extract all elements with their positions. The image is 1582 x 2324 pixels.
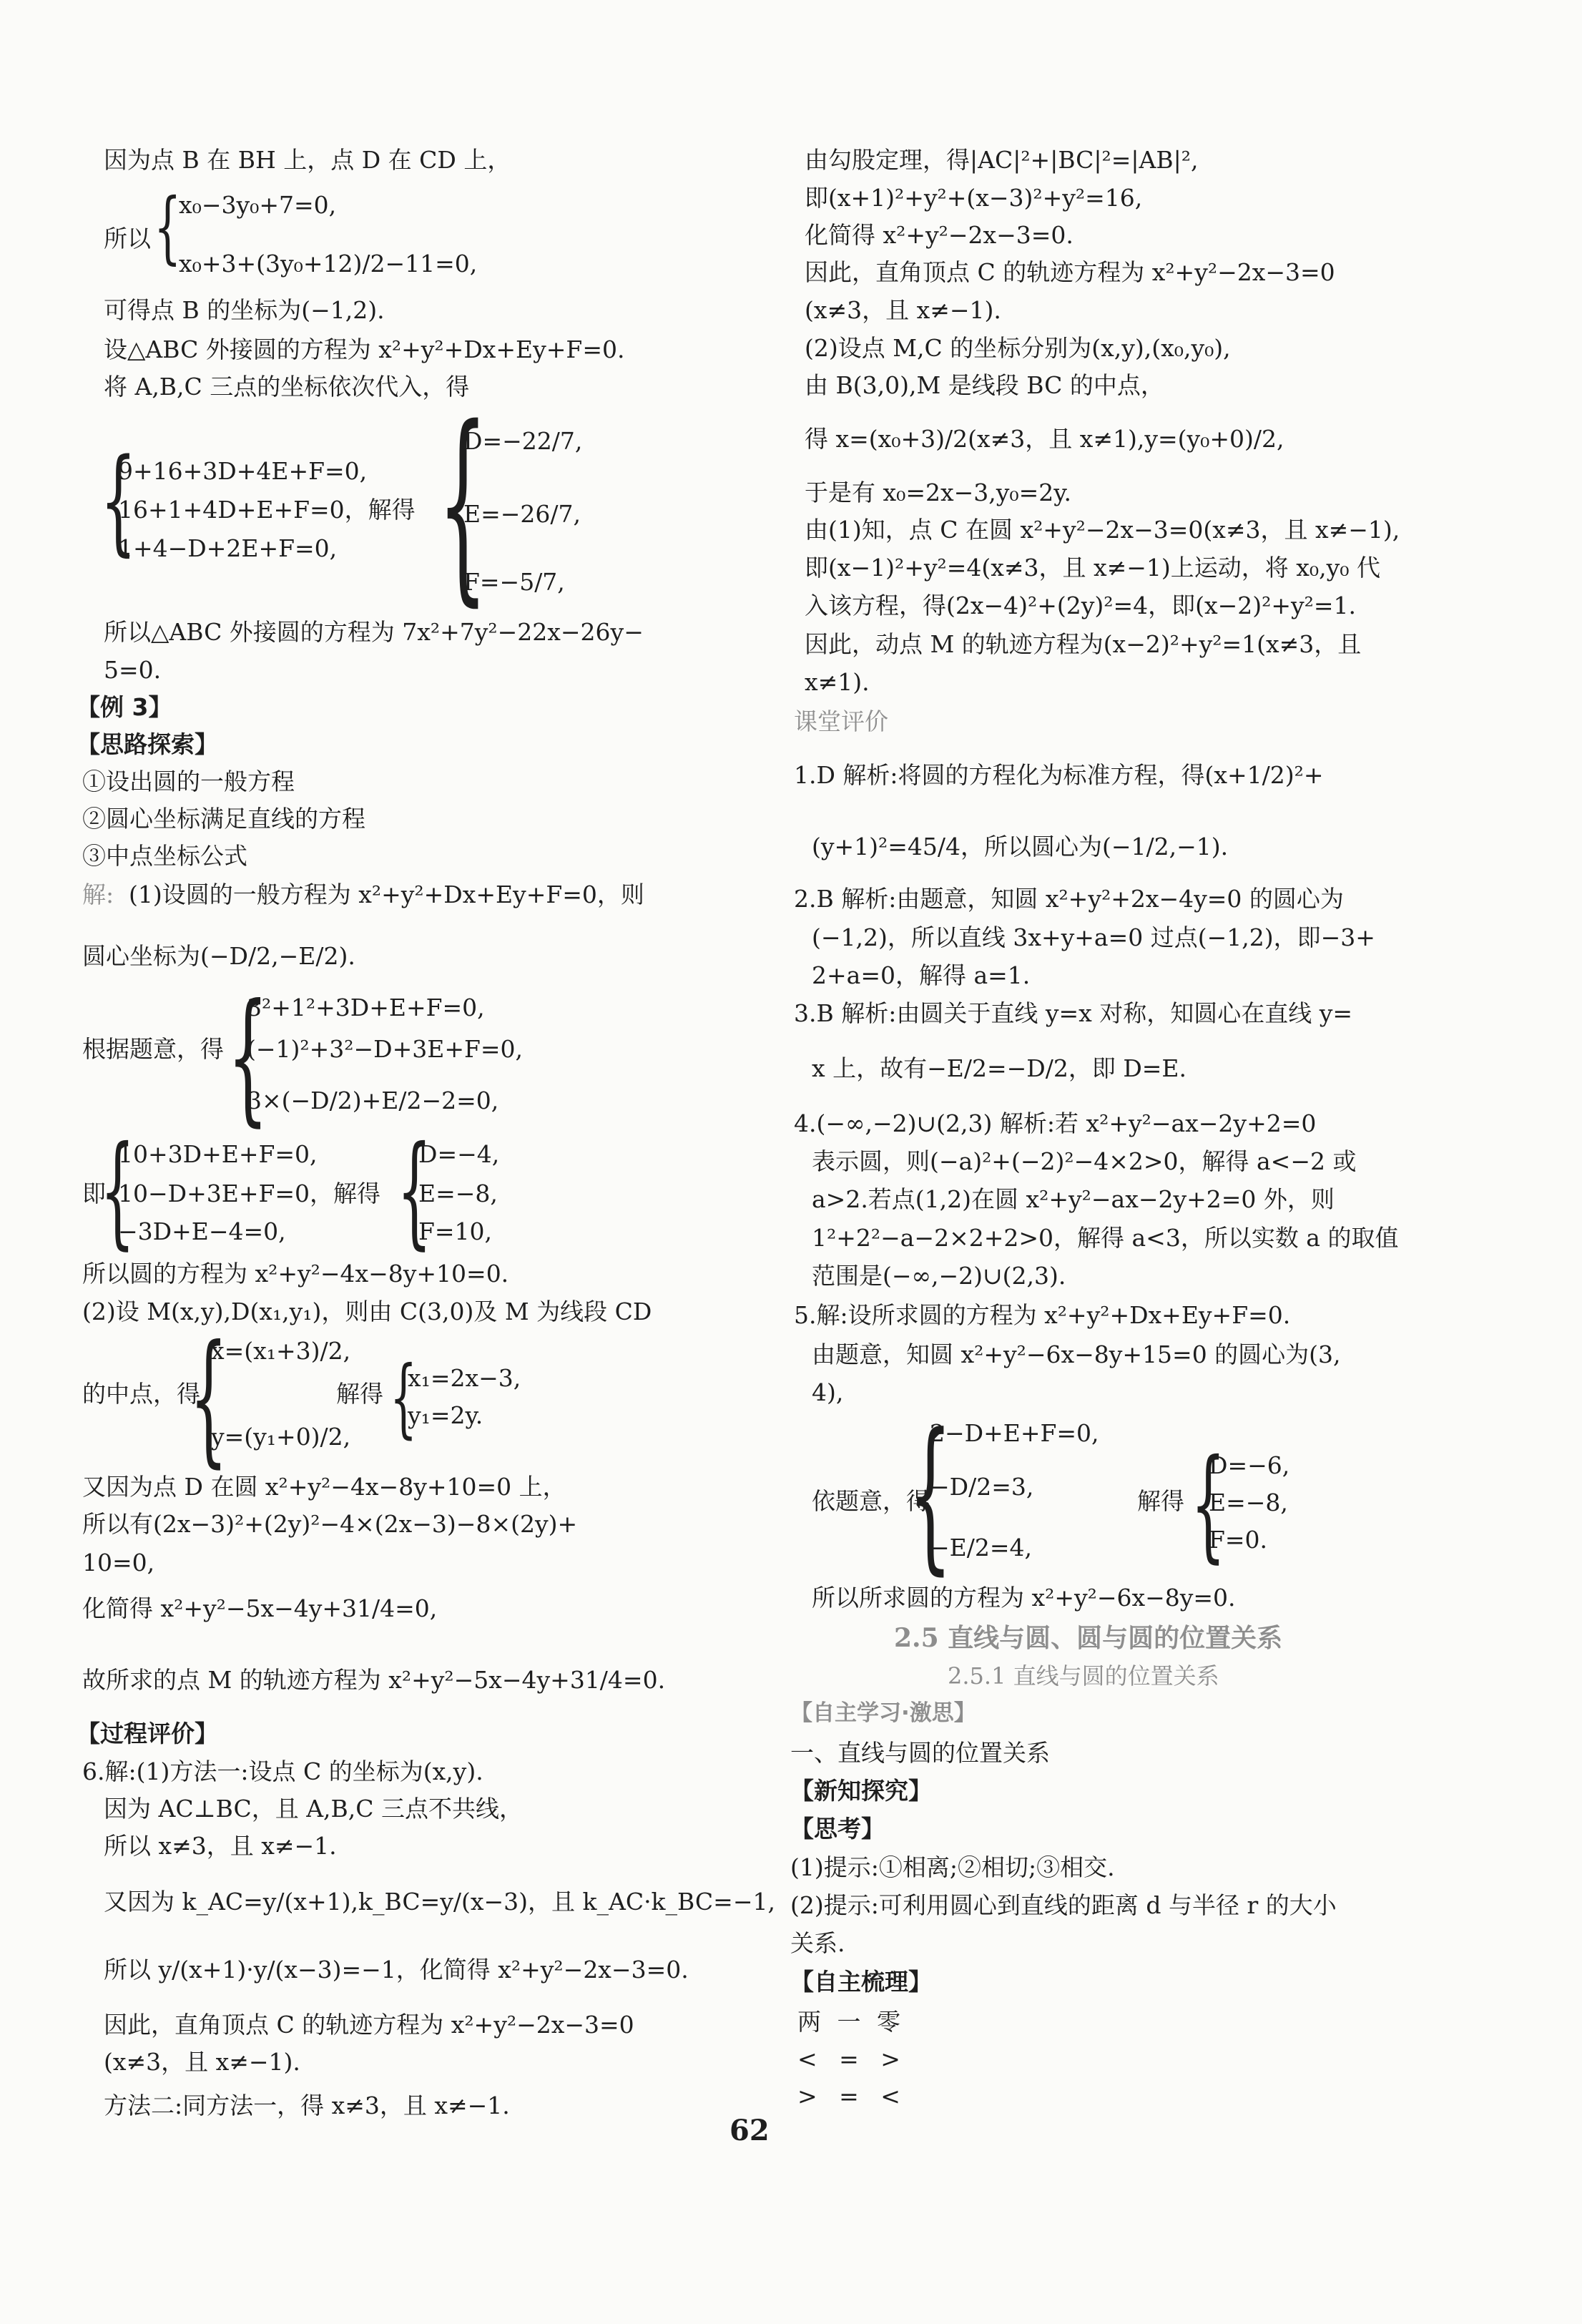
subsection-title: 2.5.1 直线与圆的位置关系 [948, 1662, 1219, 1690]
text-line: x 上，故有−E/2=−D/2，即 D=E. [812, 1054, 1187, 1082]
equation: E=−8, [418, 1180, 498, 1207]
brace: { [390, 1348, 418, 1448]
text-line: (2)提示:可利用圆心到直线的距离 d 与半径 r 的大小 [790, 1891, 1337, 1919]
equation: −D/2=3, [930, 1473, 1034, 1501]
text-line: 3.B 解析:由圆关于直线 y=x 对称，知圆心在直线 y= [794, 999, 1353, 1027]
answer-row: 两 一 零 [797, 2008, 905, 2036]
text-line: 因为点 B 在 BH 上，点 D 在 CD 上， [104, 146, 511, 174]
text-line: 5.解:设所求圆的方程为 x²+y²+Dx+Ey+F=0. [794, 1301, 1291, 1329]
text-label: 依题意，得 [812, 1487, 930, 1515]
text-line: 所以 y/(x+1)·y/(x−3)=−1，化简得 x²+y²−2x−3=0. [104, 1956, 689, 1984]
equation: 3²+1²+3D+E+F=0, [247, 994, 485, 1021]
text-line: 范围是(−∞,−2)∪(2,3). [812, 1262, 1066, 1290]
text-line: 一、直线与圆的位置关系 [790, 1739, 1050, 1767]
text-line: 圆心坐标为(−D/2,−E/2). [82, 942, 355, 970]
equation: D=−4, [418, 1140, 500, 1168]
equation: 9+16+3D+4E+F=0, [118, 457, 368, 485]
text-line: (x≠3，且 x≠−1). [104, 2048, 300, 2076]
equation: 2−D+E+F=0, [930, 1419, 1099, 1447]
section-heading: 【例 3】 [77, 693, 172, 721]
equation: x₁=2x−3, [408, 1364, 521, 1392]
equation: x₀+3+(3y₀+12)/2−11=0, [179, 250, 478, 278]
text-line: ①设出圆的一般方程 [82, 768, 295, 795]
equation: E=−8, [1209, 1489, 1288, 1516]
text-line: (2)设点 M,C 的坐标分别为(x,y),(x₀,y₀), [805, 334, 1231, 362]
equation: D=−22/7, [463, 427, 583, 455]
equation: E=−26/7, [463, 500, 581, 528]
text-line: 1²+2²−a−2×2+2>0，解得 a<3，所以实数 a 的取值 [812, 1224, 1399, 1252]
brace: { [397, 1120, 432, 1262]
text-line: 方法二:同方法一，得 x≠3，且 x≠−1. [104, 2092, 510, 2119]
brace: { [190, 1315, 228, 1481]
brace: { [908, 1399, 953, 1590]
text-line: (−1,2)，所以直线 3x+y+a=0 过点(−1,2)，即−3+ [812, 923, 1375, 951]
text-line: 设△ABC 外接圆的方程为 x²+y²+Dx+Ey+F=0. [104, 335, 625, 363]
text-line: a>2.若点(1,2)在圆 x²+y²−ax−2y+2=0 外，则 [812, 1185, 1335, 1213]
text-line: 所以△ABC 外接圆的方程为 7x²+7y²−22x−26y− [104, 618, 644, 646]
equation: 10−D+3E+F=0，解得 [118, 1180, 381, 1207]
equation: y=(y₁+0)/2, [211, 1423, 351, 1451]
text-line: (1)提示:①相离;②相切;③相交. [790, 1853, 1115, 1881]
text-line: 由(1)知，点 C 在圆 x²+y²−2x−3=0(x≠3，且 x≠−1), [805, 516, 1400, 544]
section-heading: 【自主学习·激思】 [790, 1700, 976, 1726]
text-line: 2+a=0，解得 a=1. [812, 961, 1031, 989]
text-line: 由勾股定理，得|AC|²+|BC|²=|AB|², [805, 146, 1199, 174]
text-line: 将 A,B,C 三点的坐标依次代入，得 [104, 373, 470, 401]
equation: 1+4−D+2E+F=0, [118, 534, 338, 562]
equation: (−1)²+3²−D+3E+F=0, [247, 1035, 524, 1063]
brace: { [100, 433, 137, 567]
text-line: 因此，动点 M 的轨迹方程为(x−2)²+y²=1(x≠3，且 [805, 630, 1362, 658]
equation: 10+3D+E+F=0, [118, 1140, 318, 1168]
section-heading: 【过程评价】 [77, 1720, 218, 1747]
text-label: 解得 [336, 1380, 383, 1408]
equation: x₀−3y₀+7=0, [179, 191, 337, 219]
equation: F=−5/7, [463, 568, 565, 596]
text-line: (1)设圆的一般方程为 x²+y²+Dx+Ey+F=0，则 [129, 881, 644, 908]
equation: F=10, [418, 1217, 493, 1245]
equation: y₁=2y. [408, 1401, 483, 1429]
text-line: 因此，直角顶点 C 的轨迹方程为 x²+y²−2x−3=0 [104, 2011, 634, 2039]
text-line: 又因为 k_AC=y/(x+1),k_BC=y/(x−3)，且 k_AC·k_BC=−1, [104, 1888, 775, 1916]
answer-label: 解: [82, 881, 114, 908]
text-line: 10=0, [82, 1549, 155, 1577]
text-line: 表示圆，则(−a)²+(−2)²−4×2>0，解得 a<−2 或 [812, 1147, 1357, 1175]
text-label: 的中点，得 [82, 1380, 200, 1408]
text-line: ③中点坐标公式 [82, 842, 247, 870]
text-line: 入该方程，得(2x−4)²+(2y)²=4，即(x−2)²+y²=1. [805, 592, 1357, 619]
text-line: 6.解:(1)方法一:设点 C 的坐标为(x,y). [82, 1757, 483, 1785]
text-line: 所以有(2x−3)²+(2y)²−4×(2x−3)−8×(2y)+ [82, 1510, 578, 1538]
equation: 16+1+4D+E+F=0，解得 [118, 496, 416, 524]
text-line: 由题意，知圆 x²+y²−6x−8y+15=0 的圆心为(3, [812, 1340, 1341, 1368]
section-label: 课堂评价 [794, 707, 888, 735]
text-line: (2)设 M(x,y),D(x₁,y₁)，则由 C(3,0)及 M 为线段 CD [82, 1298, 652, 1325]
text-line: 可得点 B 的坐标为(−1,2). [104, 296, 385, 324]
text-line: 所以圆的方程为 x²+y²−4x−8y+10=0. [82, 1260, 509, 1288]
text-line: 2.B 解析:由题意，知圆 x²+y²+2x−4y=0 的圆心为 [794, 885, 1344, 913]
text-label: 即 [82, 1180, 106, 1207]
answer-row: < = > [797, 2045, 908, 2073]
section-heading: 【自主梳理】 [790, 1968, 932, 1996]
equation: −E/2=4, [930, 1534, 1032, 1561]
equation: F=0. [1209, 1526, 1268, 1554]
section-heading: 【新知探究】 [790, 1777, 932, 1805]
text-line: 化简得 x²+y²−5x−4y+31/4=0, [82, 1594, 438, 1622]
text-line: 由 B(3,0),M 是线段 BC 的中点， [805, 371, 1164, 399]
section-heading: 【思路探索】 [77, 730, 218, 758]
section-title: 2.5 直线与圆、圆与圆的位置关系 [894, 1623, 1283, 1653]
text-label: 所以 [104, 225, 151, 252]
answer-row: > = < [797, 2082, 908, 2110]
text-line: 即(x+1)²+y²+(x−3)²+y²=16, [805, 184, 1143, 212]
equation: 3×(−D/2)+E/2−2=0, [247, 1087, 499, 1114]
text-line: 5=0. [104, 656, 162, 684]
text-line: 即(x−1)²+y²=4(x≠3，且 x≠−1)上运动，将 x₀,y₀ 代 [805, 554, 1380, 582]
page-number: 62 [729, 2114, 770, 2147]
text-label: 根据题意，得 [82, 1035, 224, 1063]
text-line: 因此，直角顶点 C 的轨迹方程为 x²+y²−2x−3=0 [805, 258, 1335, 286]
text-line: 所以所求圆的方程为 x²+y²−6x−8y=0. [812, 1584, 1236, 1612]
equation: D=−6, [1209, 1451, 1290, 1479]
text-line: 4.(−∞,−2)∪(2,3) 解析:若 x²+y²−ax−2y+2=0 [794, 1109, 1317, 1137]
text-line: 因为 AC⊥BC，且 A,B,C 三点不共线， [104, 1795, 524, 1823]
brace: { [1191, 1433, 1226, 1575]
text-line: (x≠3，且 x≠−1). [805, 296, 1001, 324]
equation: −3D+E−4=0, [118, 1217, 286, 1245]
text-line: ②圆心坐标满足直线的方程 [82, 805, 365, 833]
text-line: 于是有 x₀=2x−3,y₀=2y. [805, 479, 1071, 506]
text-line: 化简得 x²+y²−2x−3=0. [805, 221, 1074, 249]
text-line: 又因为点 D 在圆 x²+y²−4x−8y+10=0 上， [82, 1473, 566, 1501]
brace: { [438, 383, 488, 624]
text-line: 得 x=(x₀+3)/2(x≠3，且 x≠1),y=(y₀+0)/2, [805, 425, 1284, 453]
section-heading: 【思考】 [790, 1815, 885, 1843]
text-line: 4), [812, 1378, 844, 1406]
text-line: x≠1). [805, 668, 870, 696]
text-line: 所以 x≠3，且 x≠−1. [104, 1832, 337, 1860]
text-line: 1.D 解析:将圆的方程化为标准方程，得(x+1/2)²+ [794, 761, 1324, 789]
text-line: 关系. [790, 1929, 845, 1957]
equation: x=(x₁+3)/2, [211, 1337, 351, 1365]
brace: { [100, 1120, 135, 1262]
brace: { [154, 181, 182, 273]
text-line: (y+1)²=45/4，所以圆心为(−1/2,−1). [812, 833, 1229, 861]
text-line: 故所求的点 M 的轨迹方程为 x²+y²−5x−4y+31/4=0. [82, 1666, 666, 1694]
text-label: 解得 [1137, 1487, 1184, 1515]
brace: { [227, 974, 269, 1140]
